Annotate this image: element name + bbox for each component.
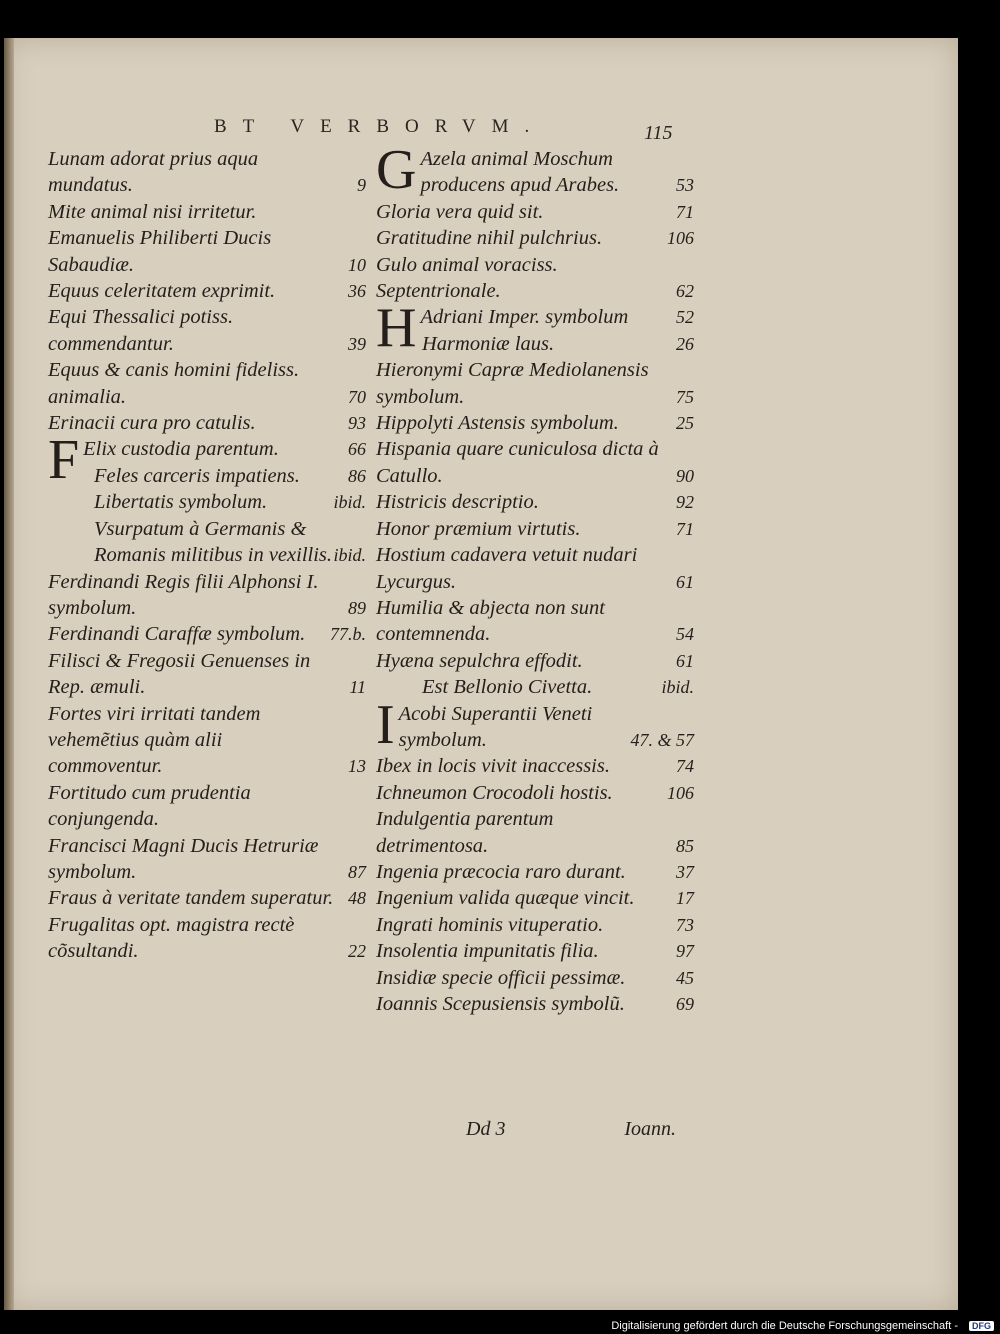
entry-text: Ferdinandi Caraffæ symbolum. [48, 623, 306, 646]
index-entry [48, 357, 378, 410]
entry-text: Emanuelis Philiberti Ducis Sabaudiæ. [48, 227, 272, 276]
entry-text: Humilia & abjecta non sunt contemnenda. [376, 596, 605, 646]
digitization-credit: Digitalisierung gefördert durch die Deutsche Forschungsgemeinschaft - [611, 1320, 958, 1332]
index-entry [48, 885, 378, 911]
initial-letter: I [376, 693, 395, 756]
index-entry [376, 674, 706, 700]
entry-text: Ingenium valida quæque vincit. [376, 887, 635, 910]
entry-text: Histricis descriptio. [376, 491, 539, 514]
entry-text: Est Bellonio Civetta. [422, 676, 593, 699]
index-entry [376, 938, 706, 964]
index-entry [48, 780, 378, 833]
entry-text: Fraus à veritate tandem superatur. [48, 887, 334, 910]
page-reference: 37 [676, 861, 694, 882]
index-entry [376, 199, 706, 225]
index-entry [376, 139, 706, 201]
page-reference: 9 [357, 175, 366, 196]
index-column-left [48, 146, 378, 965]
page-reference: 97 [676, 941, 694, 962]
entry-text: Elix custodia parentum. [83, 438, 279, 461]
page-reference: 89 [348, 597, 366, 618]
page-reference: 36 [348, 281, 366, 302]
page-reference: 26 [676, 333, 694, 354]
entry-text: Fortes viri irritati tandem vehemẽtius quàm alii commoventur. [48, 702, 261, 778]
index-entry [376, 516, 706, 542]
entry-text: Ferdinandi Regis filii Alphonsi I. symbolum. [48, 570, 319, 619]
entry-text: Gratitudine nihil pulchrius. [376, 227, 603, 250]
entry-text: Equi Thessalici potiss. commendantur. [48, 306, 234, 355]
page-reference: ibid. [661, 677, 694, 698]
page-reference: 62 [676, 281, 694, 302]
page-reference: 87 [348, 861, 366, 882]
index-entry [376, 693, 706, 756]
index-entry [376, 410, 706, 436]
page-reference: 53 [676, 175, 694, 196]
page-reference: 39 [348, 333, 366, 354]
catchword: Ioann. [624, 1118, 676, 1140]
entry-text: Frugalitas opt. magistra rectè cõsultandi. [48, 913, 295, 963]
index-entry [48, 278, 378, 304]
page-reference: ibid. [333, 492, 366, 513]
index-entry [48, 489, 378, 515]
dfg-logo: DFG [969, 1321, 994, 1331]
signature-mark: Dd 3 [466, 1118, 506, 1140]
page-reference: 85 [676, 835, 694, 856]
entry-text: Gulo animal voraciss. Septentrionale. [376, 253, 558, 303]
index-entry [376, 885, 706, 911]
index-entry [376, 595, 706, 648]
index-entry [376, 991, 706, 1017]
entry-text: Hispania quare cuniculosa dicta à Catullo. [376, 438, 659, 487]
page-reference: 61 [676, 650, 694, 671]
page-reference: 93 [348, 413, 366, 434]
index-entry [48, 701, 378, 780]
entry-text: Ioannis Scepusiensis symbolũ. [376, 993, 625, 1015]
initial-letter: F [48, 429, 80, 492]
entry-text: Insolentia impunitatis filia. [376, 940, 599, 963]
index-entry [376, 965, 706, 991]
entry-text: Equus celeritatem exprimit. [48, 280, 276, 303]
page-reference: 86 [348, 465, 366, 486]
index-entry [376, 542, 706, 595]
index-entry [376, 780, 706, 806]
entry-text: Vsurpatum à Germanis & Romanis militibus in vexillis. [94, 517, 333, 567]
index-entry [376, 912, 706, 938]
entry-text: Lunam adorat prius aqua mundatus. [48, 148, 259, 197]
page-footer [466, 1118, 676, 1141]
page-reference: 75 [676, 386, 694, 407]
index-entry [48, 410, 378, 436]
page-reference: 13 [348, 756, 366, 777]
page-reference: 47. & 57 [630, 729, 694, 750]
entry-text: Ingenia præcocia raro durant. [376, 860, 626, 883]
page-reference: 73 [676, 914, 694, 935]
page-reference: 77.b. [330, 624, 366, 645]
index-entry [376, 252, 706, 305]
entry-text: Azela animal Moschum producens apud Arabes. [420, 148, 620, 197]
page-reference: 90 [676, 465, 694, 486]
page-reference: 106 [667, 228, 694, 249]
page-reference: 61 [676, 571, 694, 592]
page-reference: 17 [676, 888, 694, 909]
entry-text: Fortitudo cum prudentia conjungenda. [48, 781, 251, 831]
page-reference: 70 [348, 386, 366, 407]
entry-text: Filisci & Fregosii Genuenses in Rep. æmuli. [48, 649, 311, 699]
entry-text: Hieronymi Capræ Mediolanensis symbolum. [376, 359, 649, 408]
entry-text: Hostium cadavera vetuit nudari Lycurgus. [376, 544, 638, 593]
entry-text: Libertatis symbolum. [94, 491, 268, 514]
book-page [4, 38, 958, 1310]
index-column-right [376, 139, 706, 1017]
index-entry [48, 833, 378, 886]
index-entry [48, 463, 378, 489]
entry-text: Mite animal nisi irritetur. [48, 200, 257, 223]
index-entry [48, 648, 378, 701]
entry-text: Hippolyti Astensis symbolum. [376, 412, 619, 435]
entry-text: Ichneumon Crocodoli hostis. [376, 781, 613, 804]
entry-text: Honor præmium virtutis. [376, 517, 581, 540]
entry-text: Feles carceris impatiens. [94, 464, 300, 487]
index-entry [48, 621, 378, 647]
page-gutter [4, 38, 14, 1310]
page-reference: 71 [676, 201, 694, 222]
index-entry [376, 436, 706, 489]
index-entry [48, 199, 378, 225]
entry-text: Equus & canis homini fideliss. animalia. [48, 359, 300, 408]
page-reference: 71 [676, 518, 694, 539]
index-entry [48, 146, 378, 199]
page-reference: 54 [676, 624, 694, 645]
page-reference: 106 [667, 782, 694, 803]
index-entry [376, 357, 706, 410]
entry-text: Ibex in locis vivit inaccessis. [376, 755, 610, 778]
page-reference: 22 [348, 941, 366, 962]
index-entry [48, 225, 378, 278]
page-reference: 92 [676, 492, 694, 513]
page-reference: 10 [348, 254, 366, 275]
index-entry [48, 516, 378, 569]
page-reference: 66 [348, 439, 366, 460]
entry-text: Hyæna sepulchra effodit. [376, 649, 583, 672]
page-reference: 25 [676, 413, 694, 434]
page-reference: 52 [676, 307, 694, 328]
index-entry [376, 489, 706, 515]
index-entry [48, 912, 378, 965]
entry-text: Insidiæ specie officii pessimæ. [376, 966, 626, 989]
initial-letter: H [376, 297, 417, 360]
initial-letter: G [376, 139, 417, 201]
page-reference: 48 [348, 888, 366, 909]
page-reference: 11 [349, 677, 366, 698]
index-entry [376, 806, 706, 859]
index-entry [376, 648, 706, 674]
page-reference: ibid. [333, 545, 366, 566]
entry-text: Indulgentia parentum detrimentosa. [376, 808, 554, 857]
entry-text: Francisci Magni Ducis Hetruriæ symbolum. [48, 834, 319, 883]
index-entry [48, 569, 378, 622]
entry-text: Acobi Superantii Veneti symbolum. [398, 702, 593, 751]
index-entry [376, 859, 706, 885]
entry-text: Ingrati hominis vituperatio. [376, 913, 604, 936]
page-reference: 69 [676, 994, 694, 1014]
entry-text: Harmoniæ laus. [422, 332, 555, 355]
index-entry [48, 304, 378, 357]
entry-text: Adriani Imper. symbolum [420, 306, 629, 329]
entry-text: Erinacii cura pro catulis. [48, 412, 256, 435]
page-number: 115 [644, 122, 673, 144]
index-entry [376, 331, 706, 357]
page-reference: 74 [676, 756, 694, 777]
running-title: BT VERBORVM. [214, 116, 546, 137]
index-entry [376, 753, 706, 779]
index-entry [376, 225, 706, 251]
entry-text: Gloria vera quid sit. [376, 200, 544, 223]
page-reference: 45 [676, 967, 694, 988]
